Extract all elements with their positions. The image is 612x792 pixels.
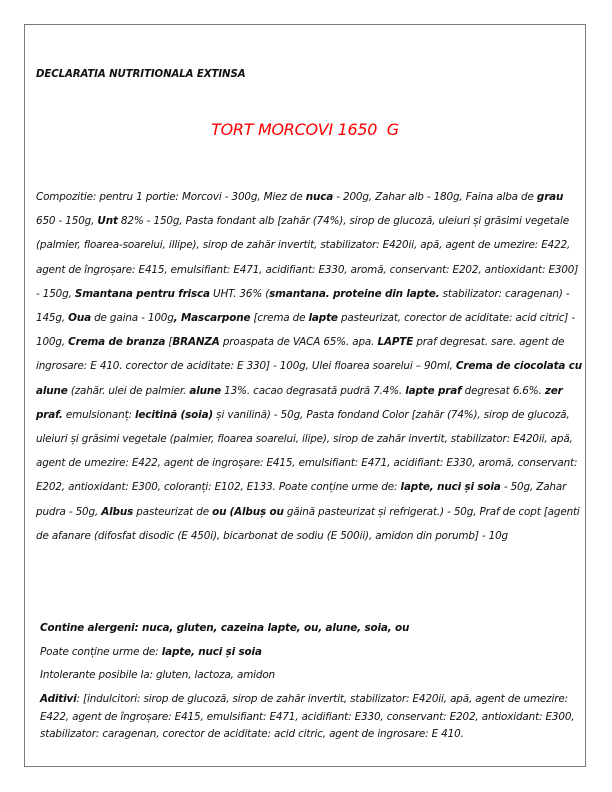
composition-text-segment: stabilizator: caragenan) - 145g, bbox=[36, 287, 570, 325]
additives-value: : [indulcitori: sirop de glucoză, sirop de zahăr invertit, stabilizator: E420ii, apă, agent de umezire: E422, agent de îngroșare: E415, emulsifiant: E471, acidifiant: E330, conservant: E202, antioxidant: E300, stabilizator: caragenan, corector de aciditate: acid citric, agent de ingrosare: E 410. bbox=[40, 693, 575, 740]
composition-text-segment: pasteurizat de bbox=[133, 505, 213, 518]
composition-text-segment: găină pasteurizat și refrigerat.) - 50g, Praf de copt [agenti de afanare (difosfat disodic (E 450i), bicarbonat de sodiu (E 500ii), amidon din porumb] - 10g bbox=[36, 505, 580, 542]
composition-bold-segment: Crema de branza bbox=[68, 336, 166, 349]
composition-bold-segment: BRANZA bbox=[172, 336, 220, 349]
composition-bold-segment: Unt bbox=[97, 215, 118, 228]
composition-text-segment: [crema de bbox=[250, 312, 309, 325]
composition-bold-segment: smantana. proteine din lapte. bbox=[269, 287, 440, 300]
composition-text-segment: 13%. cacao degrasată pudră 7.4%. bbox=[221, 384, 406, 397]
composition-bold-segment: Smantana pentru frisca bbox=[74, 287, 210, 300]
composition-bold-segment: Albus bbox=[101, 505, 134, 518]
composition-text-segment: (zahăr. ulei de palmier. bbox=[67, 384, 190, 397]
composition-text-segment: - 50g, Zahar pudra - 50g, bbox=[36, 481, 567, 518]
composition-text-segment: emulsionanț: bbox=[62, 408, 135, 421]
composition-bold-segment: ou bbox=[212, 505, 227, 518]
may-contain-traces-label: Poate conține urme de: bbox=[40, 646, 162, 658]
composition-bold-segment: (Albuș ou bbox=[229, 505, 284, 518]
composition-bold-segment: nuca bbox=[305, 191, 334, 203]
contains-allergens-value: : nuca, gluten, cazeina lapte, ou, alune, soia, ou bbox=[134, 622, 410, 634]
allergen-section bbox=[40, 621, 585, 744]
composition-text-segment: Compozitie: pentru 1 portie: Morcovi - 300g, Miez de bbox=[36, 191, 306, 203]
composition-text-segment: 650 - 150g, bbox=[36, 215, 98, 228]
additives-paragraph bbox=[40, 691, 585, 744]
composition-bold-segment: zer praf. bbox=[36, 384, 563, 421]
contains-allergens-line bbox=[40, 621, 585, 645]
document-frame bbox=[24, 24, 586, 767]
composition-bold-segment: , Mascarpone bbox=[173, 312, 251, 325]
composition-text-segment: degresat 6.6%. bbox=[461, 384, 545, 397]
composition-bold-segment: lapte, nuci și soia bbox=[400, 481, 501, 494]
composition-text-segment: 82% - 150g, Pasta fondant alb [zahăr (74%), sirop de glucoză, uleiuri și grăsimi vegetale (palmier, floarea-soarelui, illipe), sirop de zahăr invertit, stabilizator: E420ii, apă, agent de umezire: E422, agent de îngroșare: E415, emulsifiant: E471, acidifiant: E330, aromă, conservant: E202, antioxidant: E300] - 150g, bbox=[36, 215, 579, 300]
composition-bold-segment: lecitină (soia) bbox=[135, 408, 214, 421]
document-heading: DECLARATIA NUTRITIONALA EXTINSA bbox=[36, 69, 246, 80]
additives-label: Aditivi bbox=[40, 693, 77, 705]
composition-text-segment: - 200g, Zahar alb - 180g, Faina alba de bbox=[333, 191, 537, 203]
composition-bold-segment: Oua bbox=[68, 312, 91, 325]
may-contain-traces-line bbox=[40, 645, 585, 668]
composition-bold-segment: Crema de ciocolata cu alune bbox=[36, 360, 582, 397]
composition-bold-segment: lapte bbox=[308, 312, 338, 325]
composition-text-segment: pasteurizat, corector de aciditate: acid citric] - 100g, bbox=[36, 312, 575, 349]
composition-bold-segment: alune bbox=[189, 384, 222, 397]
composition-paragraph bbox=[36, 185, 584, 548]
composition-bold-segment: lapte praf bbox=[405, 384, 462, 397]
composition-text-segment: UHT. 36% ( bbox=[209, 287, 270, 300]
composition-bold-segment: LAPTE bbox=[377, 336, 414, 349]
composition-text-segment: proaspata de VACA 65%. apa. bbox=[219, 336, 378, 349]
composition-text-segment: praf degresat. sare. agent de ingrosare: E 410. corector de aciditate: E 330] - 100g, Ulei floarea soarelui – 90ml, bbox=[36, 336, 565, 373]
intolerances-line: Intolerante posibile la: gluten, lactoza, amidon bbox=[40, 669, 275, 681]
composition-text-segment: și vanilină) - 50g, Pasta fondand Color [zahăr (74%), sirop de glucoză, uleiuri și grăsimi vegetale (palmier, floarea soarelui, ilipe), sirop de zahăr invertit, stabilizator: E420ii, apă, agent de umezire: E422, agent de ingroșare: E415, emulsifiant: E471, acidifiant: E330, aromă, conservant: E202, antioxidant: E300, coloranți: E102, E133. Poate conține urme de: bbox=[36, 408, 578, 494]
composition-text-segment: [ bbox=[165, 336, 173, 349]
contains-allergens-label: Contine alergeni bbox=[40, 622, 135, 634]
composition-bold-segment: grau bbox=[536, 191, 564, 203]
product-title: TORT MORCOVI 1650 G bbox=[211, 120, 399, 139]
may-contain-traces-value: lapte, nuci și soia bbox=[161, 646, 262, 658]
composition-text-segment: de gaina - 100g bbox=[90, 312, 174, 325]
